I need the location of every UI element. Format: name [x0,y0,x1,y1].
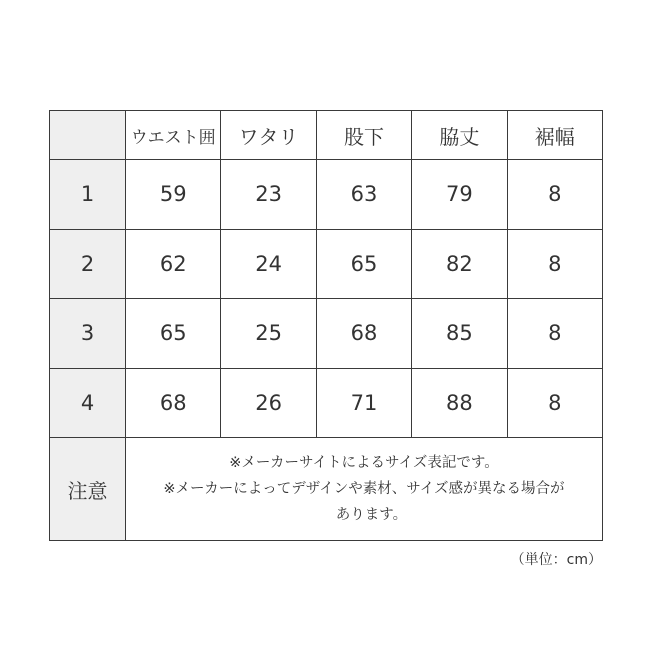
note-line: あります。 [335,507,408,523]
table-cell: 8 [507,299,602,369]
table-row [50,299,603,369]
table-cell: 62 [126,229,221,299]
table-cell: 24 [221,229,316,299]
row-label: 1 [50,160,126,230]
table-cell: 71 [316,368,411,438]
table-cell: 65 [316,229,411,299]
header-thigh: ワタリ [221,111,316,160]
table-cell: 79 [412,160,507,230]
header-inseam: 股下 [316,111,411,160]
row-label: 4 [50,368,126,438]
table-cell: 59 [126,160,221,230]
header-corner-cell [50,111,126,160]
table-row [50,160,603,230]
row-label: 2 [50,229,126,299]
unit-label: （単位：cm） [510,552,602,568]
table-row [50,368,603,438]
table-cell: 8 [507,160,602,230]
table-cell: 26 [221,368,316,438]
table-cell: 23 [221,160,316,230]
table-cell: 82 [412,229,507,299]
header-hem-width: 裾幅 [507,111,602,160]
table-cell: 85 [412,299,507,369]
table-cell: 8 [507,368,602,438]
table-cell: 63 [316,160,411,230]
table-cell: 25 [221,299,316,369]
header-waist: ウエスト囲 [126,111,221,160]
table-cell: 65 [126,299,221,369]
table-cell: 88 [412,368,507,438]
header-row [50,111,603,160]
table-cell: 8 [507,229,602,299]
note-line: ※メーカーサイトによるサイズ表記です。 [229,455,499,471]
note-line: ※メーカーによってデザインや素材、サイズ感が異なる場合が [163,481,565,497]
header-outseam: 脇丈 [412,111,507,160]
row-label: 3 [50,299,126,369]
table-cell: 68 [316,299,411,369]
note-text [126,438,603,541]
note-row [50,438,603,541]
table-cell: 68 [126,368,221,438]
note-label: 注意 [50,438,126,541]
size-table [49,110,603,541]
table-row [50,229,603,299]
